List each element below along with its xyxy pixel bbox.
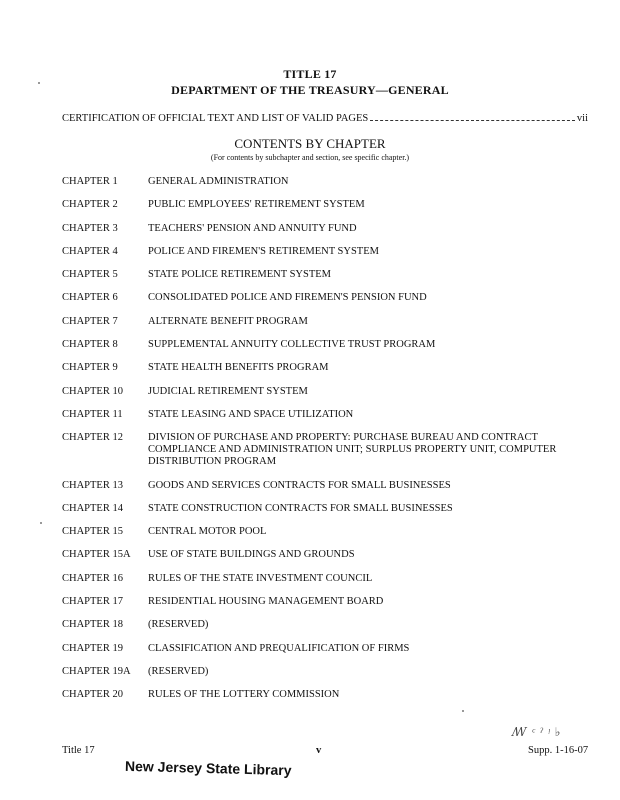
- chapter-name: STATE LEASING AND SPACE UTILIZATION: [148, 408, 354, 420]
- chapter-name: POLICE AND FIREMEN'S RETIREMENT SYSTEM: [148, 245, 379, 257]
- chapter-name: GOODS AND SERVICES CONTRACTS FOR SMALL BUSINESSES: [148, 479, 451, 491]
- chapter-row: [62, 223, 562, 235]
- chapter-name: GENERAL ADMINISTRATION: [148, 176, 289, 187]
- chapter-number: CHAPTER 5: [62, 269, 118, 281]
- scan-speck: [40, 522, 42, 524]
- handwritten-mark: ꟿ ᶜ ˀ ᵎ ♭: [512, 725, 562, 739]
- chapter-number: CHAPTER 13: [62, 479, 123, 491]
- chapter-row: [62, 292, 562, 304]
- chapter-number: CHAPTER 6: [62, 292, 118, 304]
- certification-label: CERTIFICATION OF OFFICIAL TEXT AND LIST OF VALID PAGES: [62, 113, 369, 124]
- chapter-number: CHAPTER 18: [62, 619, 123, 631]
- chapter-row: [62, 339, 562, 351]
- certification-line: [62, 113, 588, 124]
- footer-supplement-date: Supp. 1-16-07: [528, 745, 589, 756]
- chapter-name: USE OF STATE BUILDINGS AND GROUNDS: [148, 549, 355, 561]
- chapter-name: PUBLIC EMPLOYEES' RETIREMENT SYSTEM: [148, 199, 365, 211]
- chapter-number: CHAPTER 3: [62, 222, 118, 234]
- chapter-number: CHAPTER 19: [62, 642, 123, 654]
- chapter-number: CHAPTER 15A: [62, 549, 131, 561]
- chapter-number: CHAPTER 8: [62, 339, 118, 351]
- chapter-row: [62, 573, 562, 585]
- scan-speck: [38, 82, 40, 84]
- chapter-row: [62, 246, 562, 258]
- contents-note: (For contents by subchapter and section, see specific chapter.): [210, 153, 410, 162]
- chapter-number: CHAPTER 15: [62, 526, 123, 538]
- chapter-name: RULES OF THE STATE INVESTMENT COUNCIL: [148, 572, 373, 584]
- chapter-number: CHAPTER 12: [62, 432, 123, 444]
- chapter-name: STATE HEALTH BENEFITS PROGRAM: [148, 362, 329, 374]
- chapter-row: [62, 480, 562, 492]
- chapter-name: CONSOLIDATED POLICE AND FIREMEN'S PENSION FUND: [148, 292, 427, 304]
- chapter-name: STATE POLICE RETIREMENT SYSTEM: [148, 269, 332, 281]
- chapter-name: TEACHERS' PENSION AND ANNUITY FUND: [148, 222, 357, 234]
- chapter-name: STATE CONSTRUCTION CONTRACTS FOR SMALL BUSINESSES: [148, 502, 453, 514]
- chapter-number: CHAPTER 2: [62, 199, 118, 211]
- chapter-row: [62, 643, 562, 655]
- chapter-name: ALTERNATE BENEFIT PROGRAM: [148, 315, 308, 327]
- chapter-row: [62, 362, 562, 374]
- chapter-row: [62, 526, 562, 538]
- chapter-name: JUDICIAL RETIREMENT SYSTEM: [148, 385, 308, 397]
- chapter-row: [62, 619, 562, 631]
- footer-title: Title 17: [62, 745, 95, 756]
- chapter-row: [62, 596, 562, 608]
- chapter-number: CHAPTER 4: [62, 245, 118, 257]
- chapter-number: CHAPTER 16: [62, 572, 123, 584]
- chapter-name: RULES OF THE LOTTERY COMMISSION: [148, 689, 340, 701]
- chapter-row: [62, 409, 562, 421]
- library-stamp: New Jersey State Library: [124, 757, 292, 779]
- chapter-number: CHAPTER 17: [62, 596, 123, 608]
- chapter-row: [62, 316, 562, 328]
- chapter-number: CHAPTER 19A: [62, 665, 131, 677]
- dot-leader: [370, 120, 575, 121]
- chapter-number: CHAPTER 14: [62, 502, 123, 514]
- chapter-number: CHAPTER 7: [62, 315, 118, 327]
- contents-heading: CONTENTS BY CHAPTER: [234, 136, 386, 151]
- chapter-row: [62, 386, 562, 398]
- chapter-number: CHAPTER 20: [62, 689, 123, 701]
- chapter-number: CHAPTER 1: [62, 176, 118, 187]
- chapter-row: [62, 666, 562, 678]
- chapter-number: CHAPTER 10: [62, 385, 123, 397]
- chapter-row: [62, 176, 562, 188]
- scan-speck: [462, 710, 464, 712]
- page-title: TITLE 17: [283, 67, 337, 81]
- chapter-row: [62, 269, 562, 281]
- page-subtitle: DEPARTMENT OF THE TREASURY—GENERAL: [171, 83, 449, 97]
- chapter-number: CHAPTER 11: [62, 408, 123, 420]
- chapter-name: DIVISION OF PURCHASE AND PROPERTY: PURCHASE BUREAU AND CONTRACT COMPLIANCE AND ADMINISTRATION UNIT; SURPLUS PROPERTY UNIT, COMPUTER DISTRIBUTION PROGRAM: [148, 432, 557, 468]
- chapter-row: [62, 689, 562, 701]
- certification-page: vii: [576, 113, 588, 124]
- chapter-row: [62, 549, 562, 561]
- chapter-name: (RESERVED): [148, 665, 209, 677]
- footer-page-number: v: [316, 745, 322, 756]
- chapter-row: [62, 432, 562, 468]
- chapter-name: CLASSIFICATION AND PREQUALIFICATION OF FIRMS: [148, 642, 410, 654]
- chapter-list: [62, 176, 562, 713]
- chapter-row: [62, 503, 562, 515]
- chapter-name: RESIDENTIAL HOUSING MANAGEMENT BOARD: [148, 596, 384, 608]
- chapter-name: (RESERVED): [148, 619, 209, 631]
- chapter-row: [62, 199, 562, 211]
- chapter-name: CENTRAL MOTOR POOL: [148, 526, 267, 538]
- chapter-number: CHAPTER 9: [62, 362, 118, 374]
- chapter-name: SUPPLEMENTAL ANNUITY COLLECTIVE TRUST PROGRAM: [148, 339, 436, 351]
